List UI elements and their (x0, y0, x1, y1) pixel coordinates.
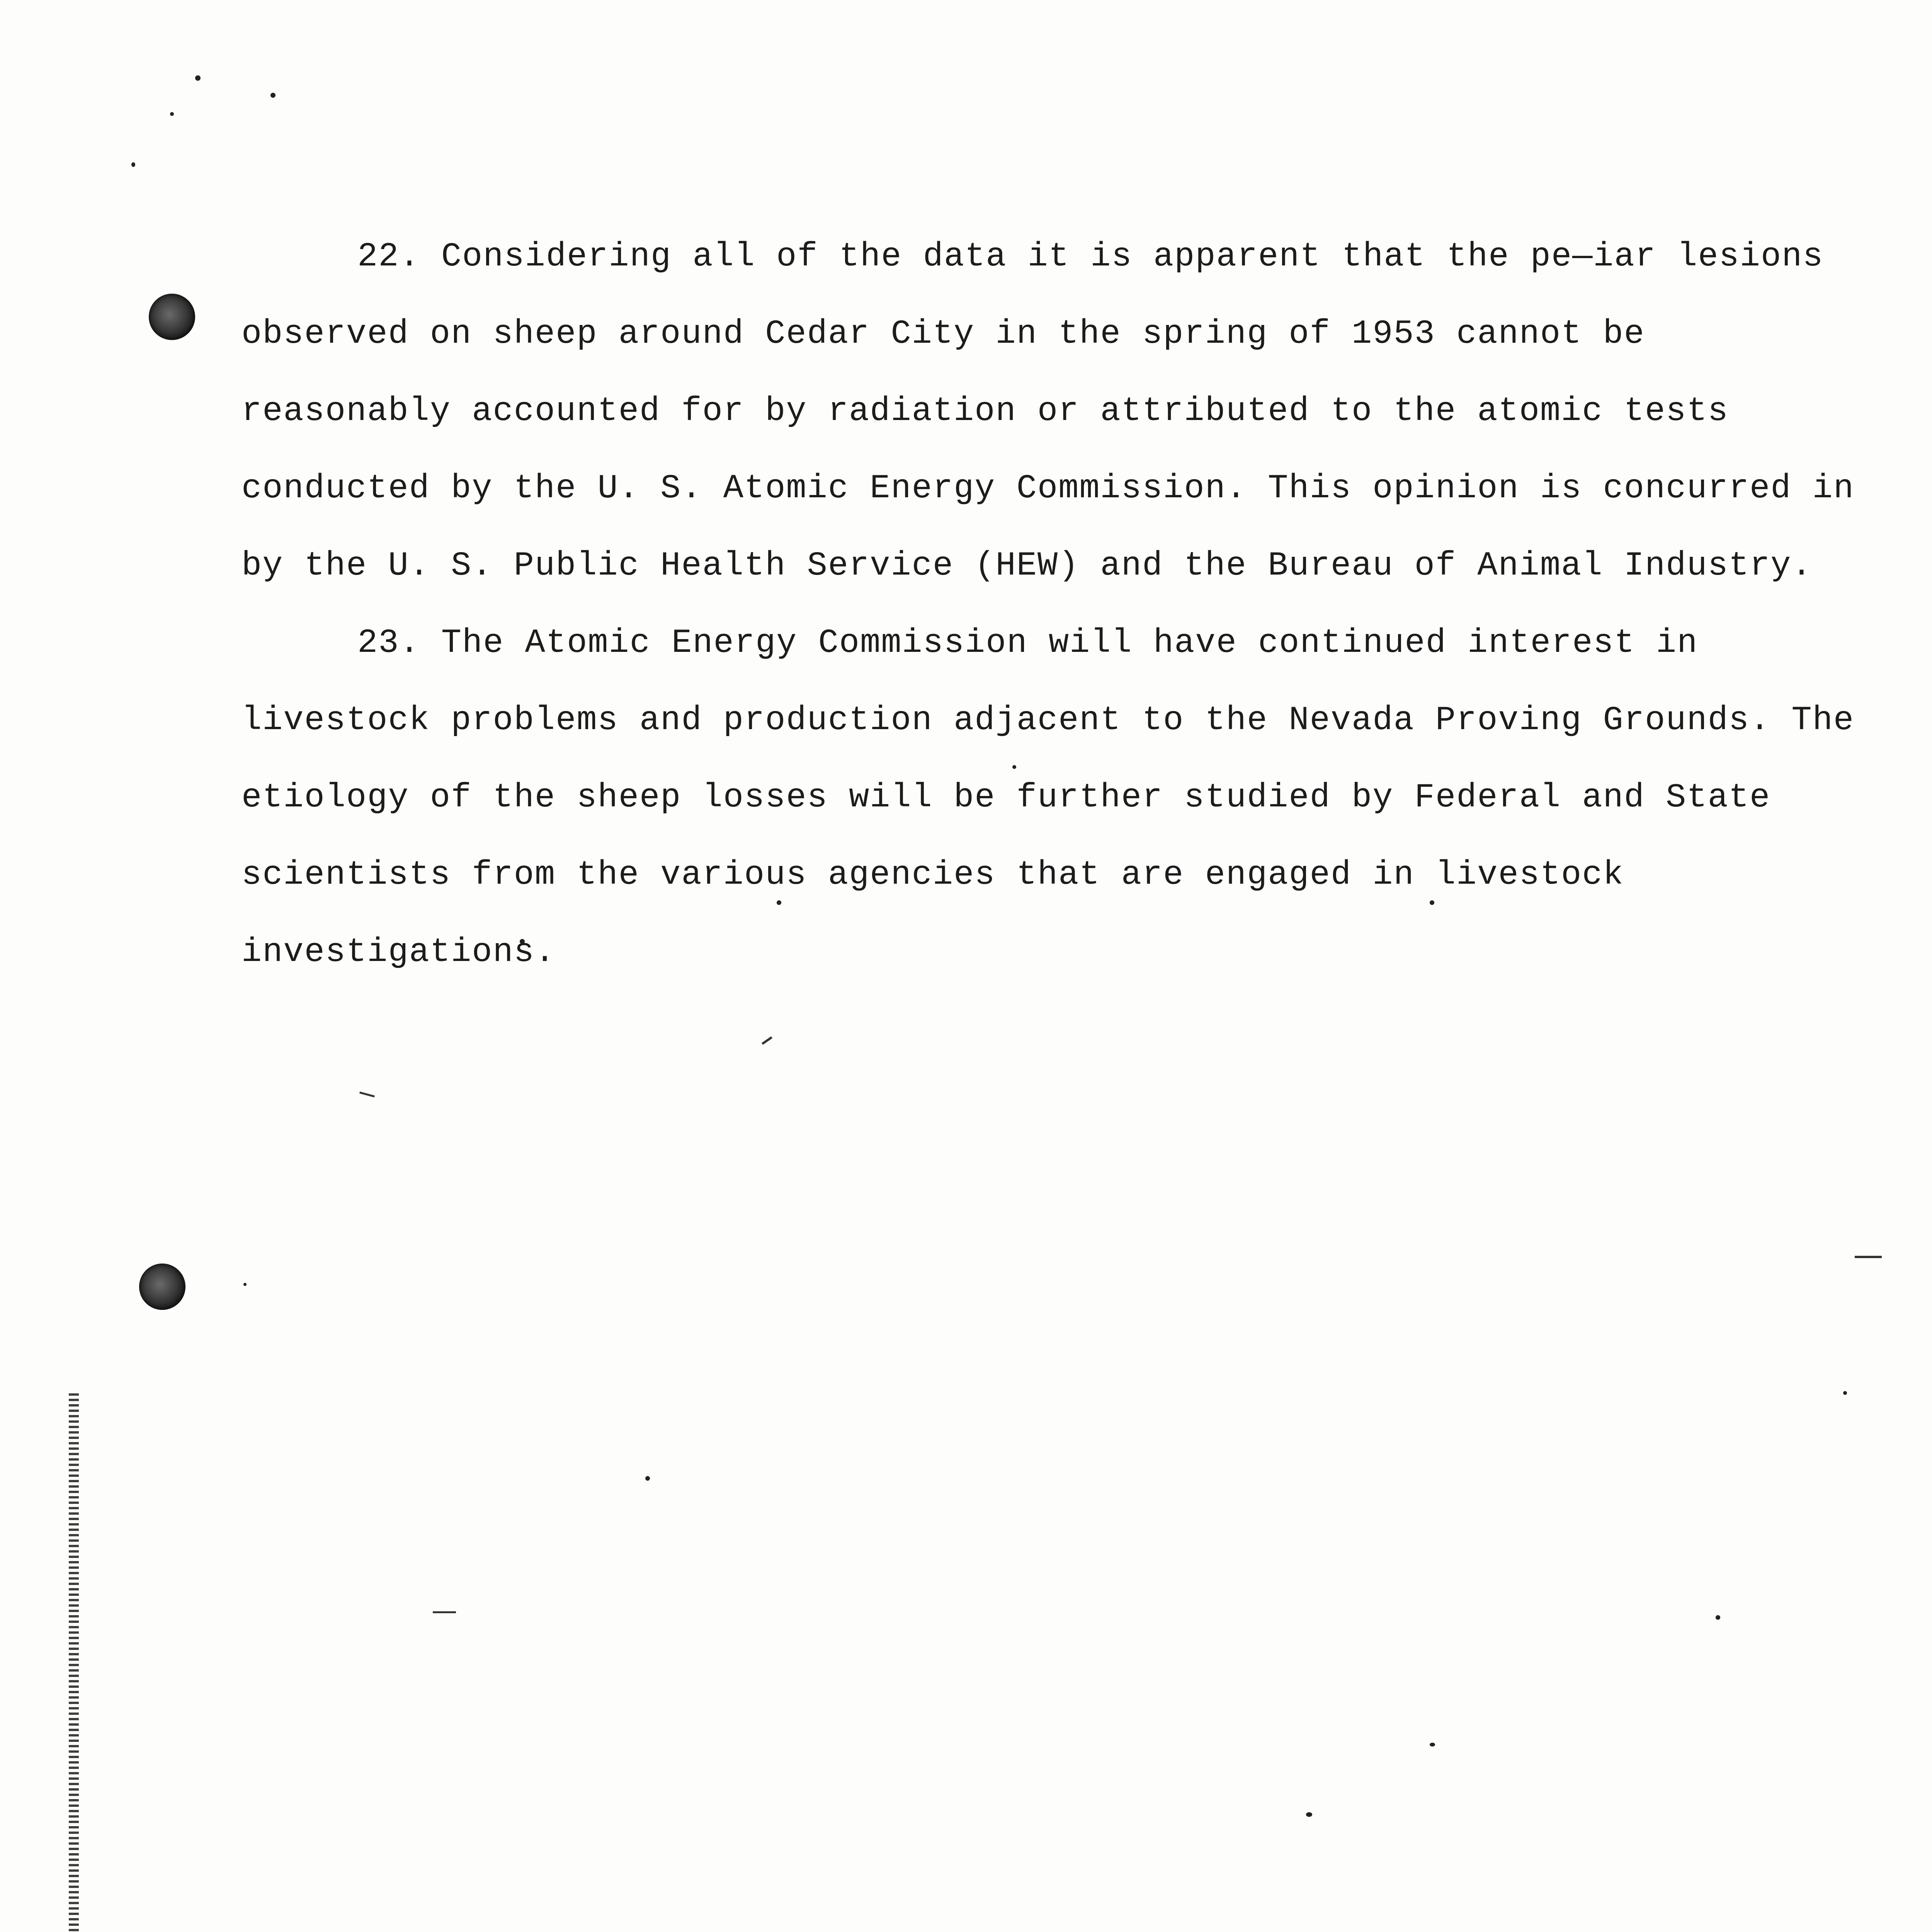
speck (195, 75, 201, 81)
mark (762, 1036, 772, 1045)
speck (243, 1283, 247, 1286)
mark (1855, 1256, 1882, 1258)
mark (359, 1092, 375, 1097)
mark (433, 1611, 456, 1613)
speck (1306, 1812, 1312, 1817)
paragraph-23: 23. The Atomic Energy Commission will have continued interest in livestock problems and production adjacent to the Nevada Proving Grounds. The etiology of the sheep losses will be further studied by Federal and State scientists from the various agencies that are engaged in livestock investigations. (242, 624, 1855, 971)
scan-edge-left (69, 1391, 79, 1932)
speck (645, 1476, 650, 1481)
paragraph-22: 22. Considering all of the data it is apparent that the pe—iar lesions observed on sheep around Cedar City in the spring of 1953 cannot be reasonably accounted for by radiation or attributed to the atomic tests conducted by the U. S. Atomic Energy Commission. This opinion is concurred in by the U. S. Public Health Service (HEW) and the Bureau of Animal Industry. (242, 238, 1855, 585)
punch-hole-middle (139, 1264, 185, 1310)
speck (131, 162, 135, 167)
document-body (242, 218, 1864, 991)
speck (1716, 1615, 1720, 1620)
speck (1430, 1743, 1435, 1747)
speck (270, 93, 276, 98)
speck (1843, 1391, 1847, 1395)
speck (170, 112, 174, 116)
punch-hole-top (149, 294, 195, 340)
